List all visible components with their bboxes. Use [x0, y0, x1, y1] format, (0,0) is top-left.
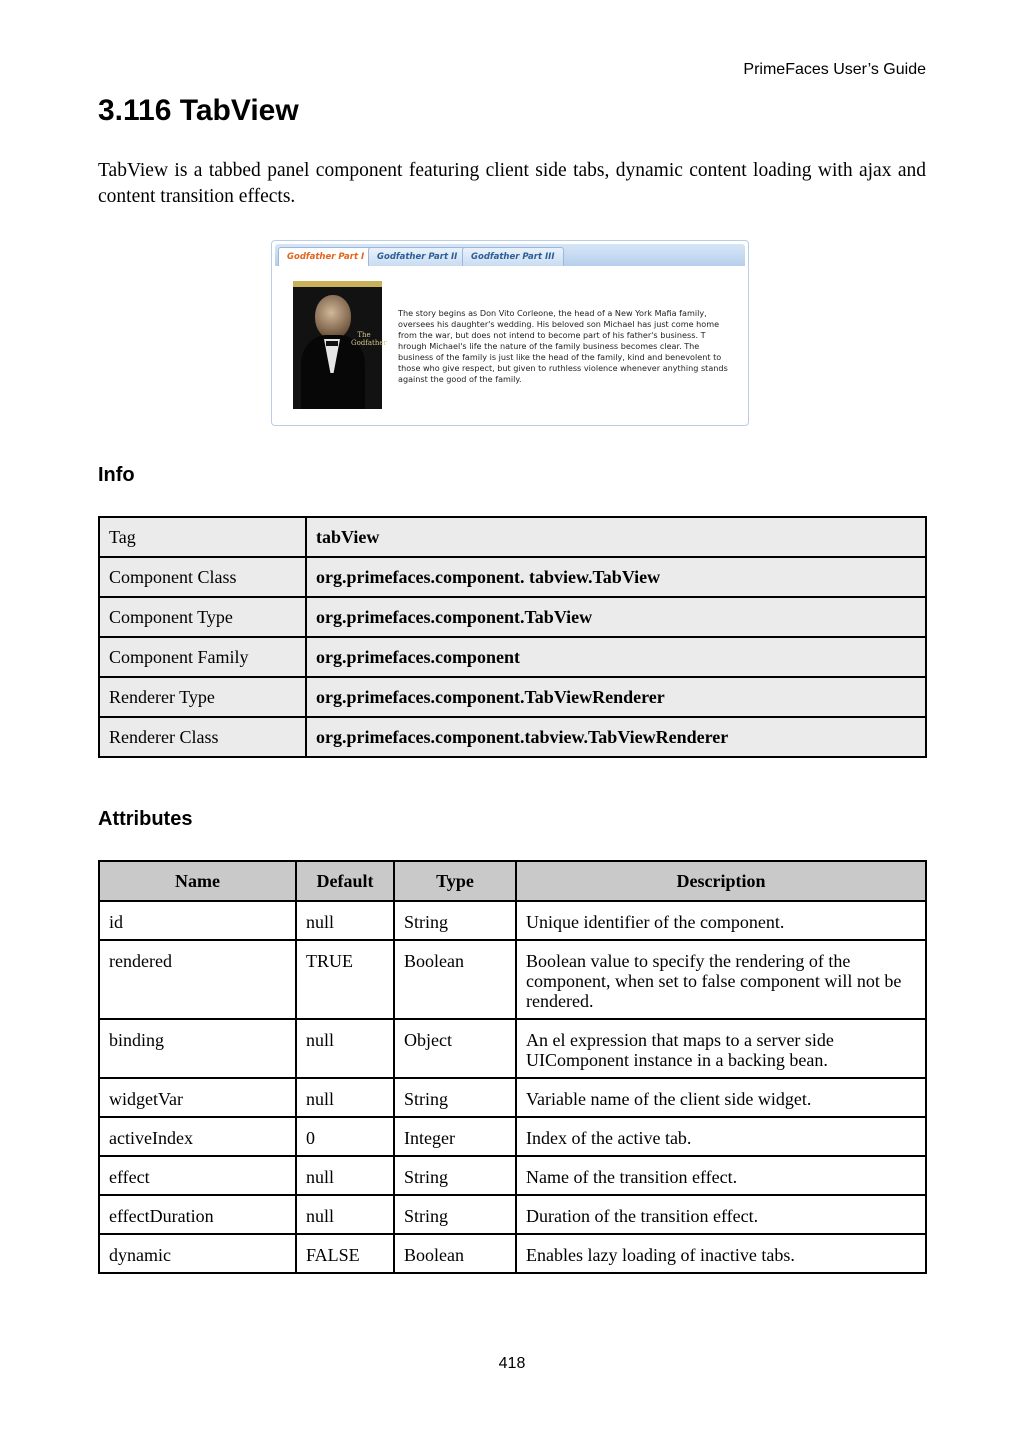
attribute-type: Integer	[394, 1117, 516, 1156]
poster-bowtie	[326, 341, 338, 346]
tab-bar	[275, 244, 745, 266]
attribute-type: String	[394, 1195, 516, 1234]
tab-content-text: The story begins as Don Vito Corleone, the head of a New York Mafia family, oversees his daughter's wedding. His beloved son Michael has just come home from the war, but does not intend to become part of his father's business. T hrough Michael's life the nature of the family business becomes clear. The business of the family is just like the head of the family, kind and benevolent to those who give respect, but given to ruthless violence whenever anything stands against the good of the family.	[398, 308, 728, 384]
table-row	[99, 1195, 926, 1234]
attribute-description: Boolean value to specify the rendering of the component, when set to false component will not be rendered.	[516, 940, 926, 1019]
attribute-name: rendered	[99, 940, 296, 1019]
table-row	[99, 557, 926, 597]
attribute-default: FALSE	[296, 1234, 394, 1273]
attribute-description: Name of the transition effect.	[516, 1156, 926, 1195]
table-row	[99, 1234, 926, 1273]
info-label: Tag	[99, 517, 306, 557]
attribute-default: TRUE	[296, 940, 394, 1019]
intro-paragraph: TabView is a tabbed panel component featuring client side tabs, dynamic content loading with ajax and content transition effects.	[98, 160, 926, 207]
table-row	[99, 1156, 926, 1195]
info-label: Component Family	[99, 637, 306, 677]
attribute-name: widgetVar	[99, 1078, 296, 1117]
info-label: Renderer Type	[99, 677, 306, 717]
attribute-description: Variable name of the client side widget.	[516, 1078, 926, 1117]
tab-godfather-part-3[interactable]: Godfather Part III	[462, 247, 564, 266]
info-value: org.primefaces.component.TabView	[306, 597, 926, 637]
info-label: Renderer Class	[99, 717, 306, 757]
running-header: PrimeFaces User’s Guide	[743, 61, 926, 78]
attribute-description: Unique identifier of the component.	[516, 901, 926, 940]
page-number: 418	[498, 1355, 526, 1372]
info-value: org.primefaces.component. tabview.TabView	[306, 557, 926, 597]
column-header-name: Name	[99, 861, 296, 901]
info-value: org.primefaces.component.TabViewRenderer	[306, 677, 926, 717]
attribute-default: null	[296, 1156, 394, 1195]
table-row	[99, 1019, 926, 1078]
table-row	[99, 1117, 926, 1156]
section-title: 3.116 TabView	[98, 94, 299, 127]
poster-figure-head	[315, 295, 351, 339]
attribute-default: null	[296, 1019, 394, 1078]
info-heading: Info	[98, 464, 135, 486]
tab-godfather-part-1[interactable]: Godfather Part I	[278, 247, 373, 266]
info-table	[98, 516, 927, 758]
table-row	[99, 901, 926, 940]
table-row	[99, 677, 926, 717]
attributes-header-row	[99, 861, 926, 901]
table-row	[99, 517, 926, 557]
attribute-name: binding	[99, 1019, 296, 1078]
table-row	[99, 940, 926, 1019]
info-value: org.primefaces.component	[306, 637, 926, 677]
info-label: Component Class	[99, 557, 306, 597]
attribute-name: activeIndex	[99, 1117, 296, 1156]
attribute-description: Index of the active tab.	[516, 1117, 926, 1156]
attribute-name: effect	[99, 1156, 296, 1195]
attribute-type: String	[394, 901, 516, 940]
tabview-screenshot	[271, 240, 749, 426]
tab-godfather-part-2[interactable]: Godfather Part II	[368, 247, 466, 266]
table-row	[99, 717, 926, 757]
attribute-description: Duration of the transition effect.	[516, 1195, 926, 1234]
attribute-description: An el expression that maps to a server side UIComponent instance in a backing bean.	[516, 1019, 926, 1078]
attribute-name: dynamic	[99, 1234, 296, 1273]
column-header-type: Type	[394, 861, 516, 901]
poster-band	[293, 281, 382, 287]
attribute-type: Boolean	[394, 940, 516, 1019]
attribute-default: null	[296, 1078, 394, 1117]
table-row	[99, 597, 926, 637]
attribute-type: String	[394, 1156, 516, 1195]
info-value: org.primefaces.component.tabview.TabViewRenderer	[306, 717, 926, 757]
attribute-description: Enables lazy loading of inactive tabs.	[516, 1234, 926, 1273]
column-header-default: Default	[296, 861, 394, 901]
attribute-name: id	[99, 901, 296, 940]
attribute-type: String	[394, 1078, 516, 1117]
attribute-type: Boolean	[394, 1234, 516, 1273]
attribute-default: null	[296, 901, 394, 940]
info-value: tabView	[306, 517, 926, 557]
info-label: Component Type	[99, 597, 306, 637]
poster-logo: The Godfather	[351, 331, 387, 347]
attribute-name: effectDuration	[99, 1195, 296, 1234]
attributes-table	[98, 860, 927, 1274]
attributes-heading: Attributes	[98, 808, 193, 830]
column-header-description: Description	[516, 861, 926, 901]
attribute-default: 0	[296, 1117, 394, 1156]
attribute-default: null	[296, 1195, 394, 1234]
table-row	[99, 1078, 926, 1117]
attribute-type: Object	[394, 1019, 516, 1078]
table-row	[99, 637, 926, 677]
movie-poster-image	[293, 281, 387, 409]
